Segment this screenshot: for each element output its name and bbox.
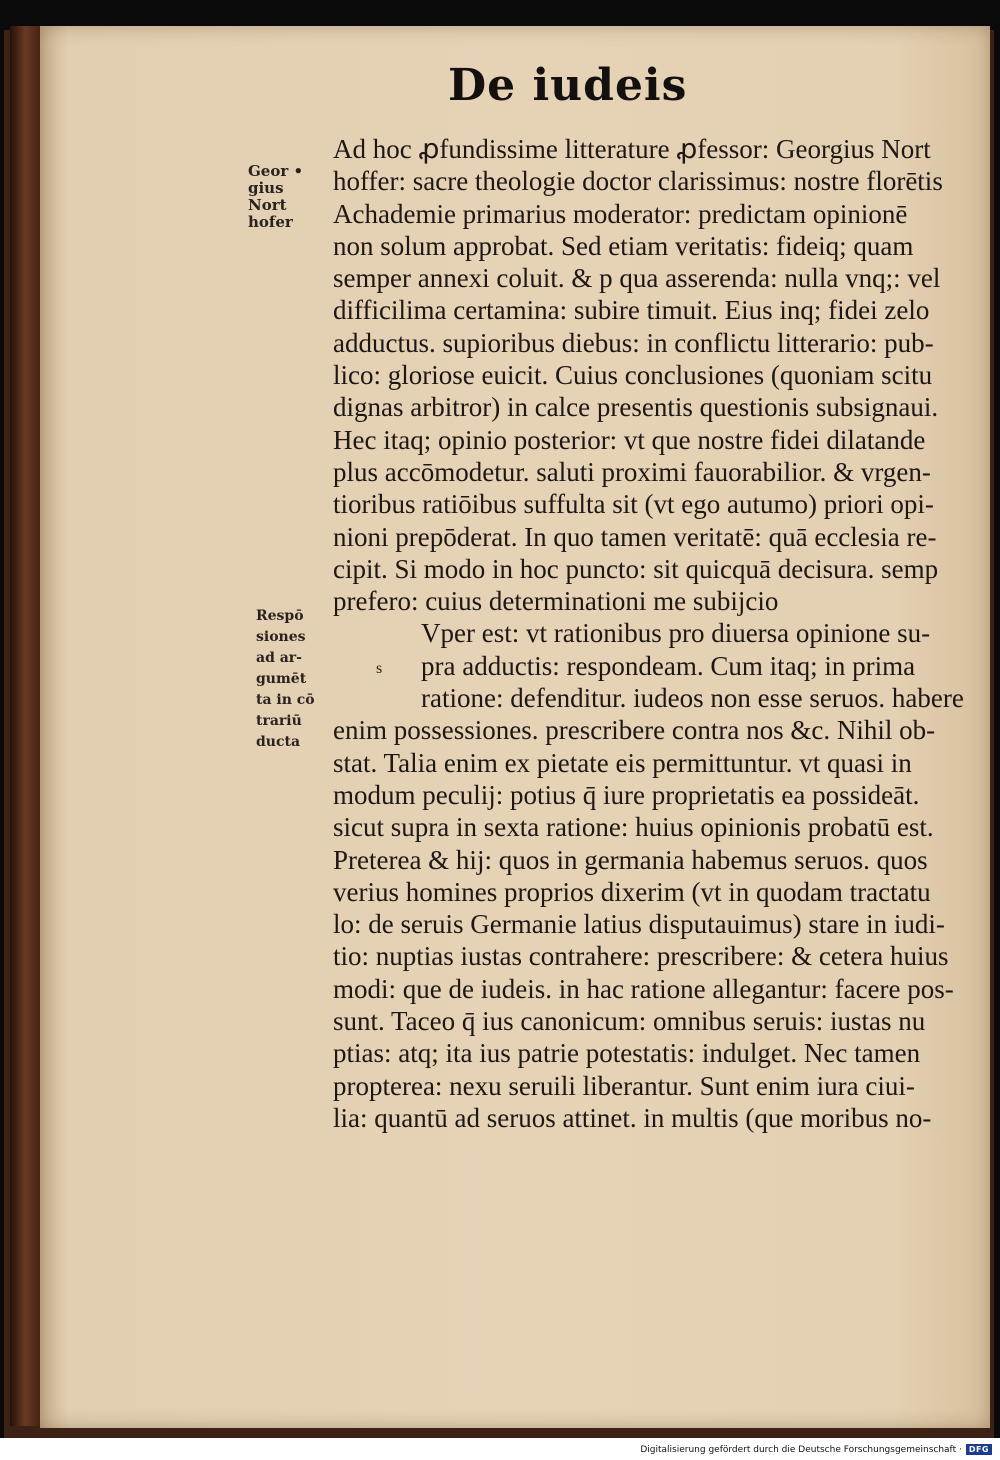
text-line: lia: quantū ad seruos attinet. in multis (que moribus no- — [333, 1102, 932, 1133]
margin-note-line: ducta — [256, 734, 301, 750]
text-line: enim possessiones. prescribere contra nos &c. Nihil ob- — [333, 715, 936, 746]
text-line: lico: gloriose euicit. Cuius conclusiones (quoniam scitu — [333, 360, 933, 391]
text-line: lo: de seruis Germanie latius disputauimus) stare in iudi- — [333, 909, 945, 940]
text-line: prefero: cuius determinationi me subijcio — [333, 586, 779, 617]
text-line: cipit. Si modo in hoc puncto: sit quicquā decisura. semp — [333, 553, 939, 584]
text-line: difficilima certamina: subire timuit. Eius inq; fidei zelo — [333, 295, 930, 326]
text-line: hoffer: sacre theologie doctor clarissimus: nostre florētis — [333, 166, 943, 197]
margin-note-line: ta in cō — [256, 692, 315, 708]
footer-credit — [640, 1444, 992, 1455]
margin-note-responsiones — [256, 606, 315, 753]
text-line: stat. Talia enim ex pietate eis permittuntur. vt quasi in — [333, 747, 912, 778]
text-line: ptias: atq; ita ius patrie potestatis: indulget. Nec tamen — [333, 1038, 921, 1069]
signature-mark: s — [376, 660, 383, 677]
text-line: adductus. supioribus diebus: in conflictu litterario: pub- — [333, 327, 934, 358]
text-line: nioni prepōderat. In quo tamen veritatē: quā ecclesia re- — [333, 521, 937, 552]
text-line: semper annexi coluit. & p qua asserenda: nulla vnq;: vel — [333, 263, 941, 294]
text-line: tioribus ratiōibus suffulta sit (vt ego autumo) priori opi- — [333, 489, 934, 520]
text-line: non solum approbat. Sed etiam veritatis: fideiq; quam — [333, 230, 914, 261]
book-spine — [10, 26, 44, 1426]
margin-note-line: Geor • — [248, 162, 304, 180]
margin-note-line: ad ar- — [256, 650, 302, 666]
text-line: Hec itaq; opinio posterior: vt que nostre fidei dilatande — [333, 424, 926, 455]
text-line: Ad hoc ꝓfundissime litterature ꝓfessor: Georgius Nort — [333, 134, 931, 164]
footer-text: Digitalisierung gefördert durch die Deutsche Forschungsgemeinschaft · — [640, 1444, 962, 1455]
margin-note-line: gius — [248, 179, 284, 197]
text-line: verius homines proprios dixerim (vt in quodam tractatu — [333, 876, 931, 907]
margin-note-line: Nort — [248, 196, 287, 214]
margin-note-line: gumēt — [256, 671, 307, 687]
dfg-logo-icon: DFG — [966, 1444, 992, 1455]
text-line: Vper est: vt rationibus pro diuersa opinione su- — [421, 618, 931, 649]
text-line: propterea: nexu seruili liberantur. Sunt enim iura ciui- — [333, 1070, 915, 1101]
text-line: sunt. Taceo q̄ ius canonicum: omnibus seruis: iustas nu — [333, 1006, 926, 1037]
text-line: sicut supra in sexta ratione: huius opinionis probatū est. — [333, 812, 934, 843]
text-line: tio: nuptias iustas contrahere: prescribere: & cetera huius — [333, 941, 949, 972]
margin-note-line: trariū — [256, 713, 302, 729]
running-heading: De iudeis — [448, 60, 688, 111]
body-text — [333, 133, 964, 1134]
text-line: pra adductis: respondeam. Cum itaq; in prima — [421, 650, 916, 681]
text-line: ratione: defenditur. iudeos non esse seruos. habere — [421, 683, 964, 714]
text-line: modi: que de iudeis. in hac ratione allegantur: facere pos- — [333, 973, 954, 1004]
margin-note-line: hofer — [248, 213, 293, 231]
text-line: Preterea & hij: quos in germania habemus seruos. quos — [333, 844, 928, 875]
text-line: modum peculij: potius q̄ iure proprietatis ea possideāt. — [333, 779, 920, 810]
margin-note-nortofer — [248, 163, 303, 231]
text-line: plus accōmodetur. saluti proximi fauorabilior. & vrgen- — [333, 456, 931, 487]
margin-note-line: Respō — [256, 608, 304, 624]
margin-note-line: siones — [256, 629, 306, 645]
text-line: Achademie primarius moderator: predictam opinionē — [333, 198, 908, 229]
text-line: dignas arbitror) in calce presentis questionis subsignaui. — [333, 392, 939, 423]
